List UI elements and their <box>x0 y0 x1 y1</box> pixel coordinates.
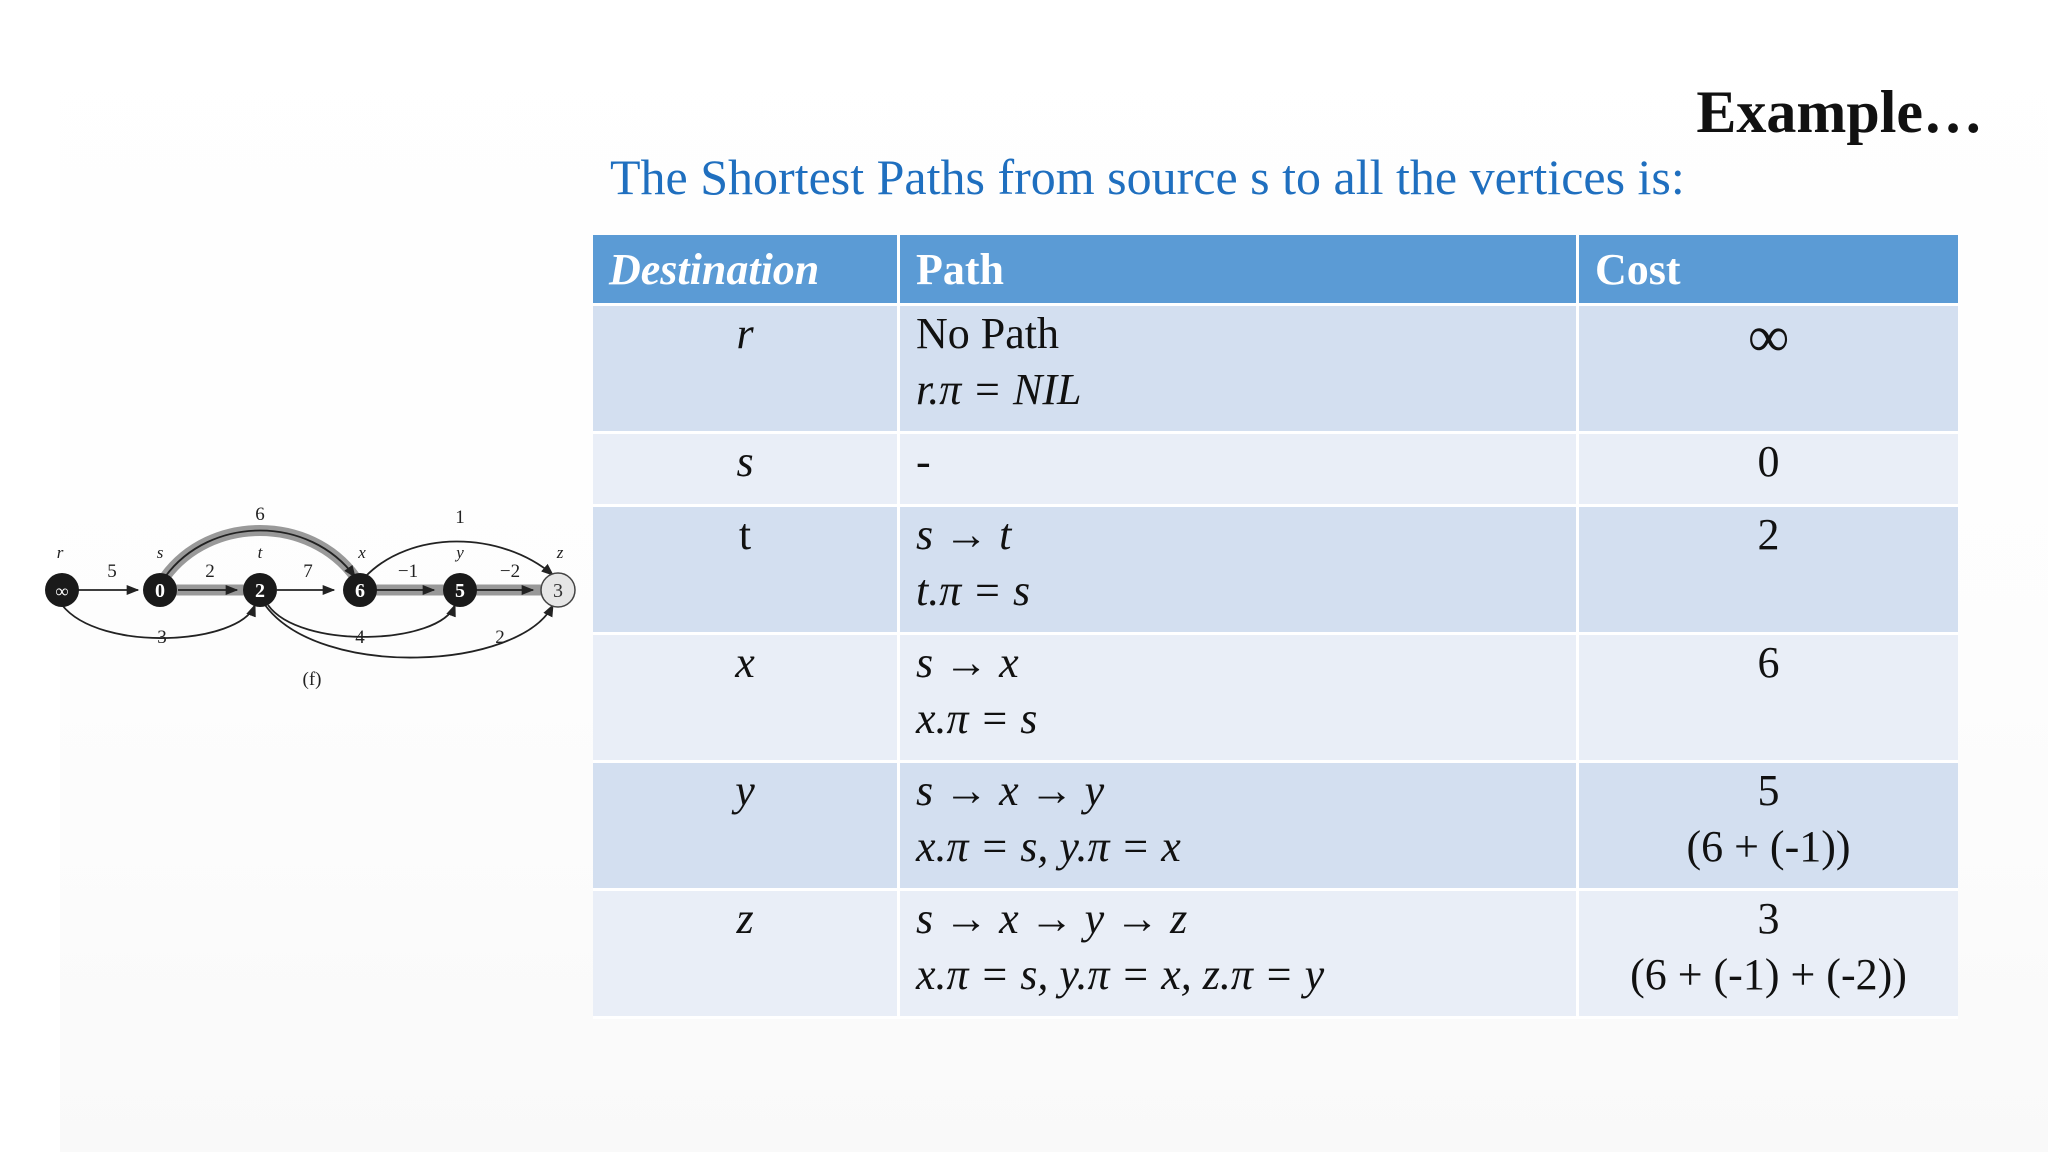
slide-title: Example… <box>1696 79 1983 145</box>
table-row <box>593 506 1958 634</box>
weight-t-z: 2 <box>495 627 505 648</box>
destination-cell <box>593 634 899 762</box>
weight-r-t: 3 <box>157 627 167 648</box>
slide-subtitle: The Shortest Paths from source s to all the vertices is: <box>610 149 1685 205</box>
predecessor-line: x.π = s <box>916 694 1038 743</box>
cost-detail: (6 + (-1) + (-2)) <box>1630 950 1907 999</box>
path-cell <box>899 305 1578 433</box>
destination-value: s <box>736 437 754 486</box>
path-cell <box>899 506 1578 634</box>
cost-cell <box>1578 506 1959 634</box>
cost-value: ∞ <box>1747 304 1790 369</box>
path-cell <box>899 762 1578 890</box>
table-row <box>593 634 1958 762</box>
node-z-value: 3 <box>553 580 563 602</box>
destination-cell <box>593 305 899 433</box>
weight-r-s: 5 <box>107 561 117 582</box>
path-cell <box>899 634 1578 762</box>
path-line: s → t <box>916 510 1012 559</box>
predecessor-line: x.π = s, y.π = x, z.π = y <box>916 950 1325 999</box>
weight-x-y: −1 <box>397 561 419 582</box>
node-t-name: t <box>257 543 263 562</box>
node-s-name: s <box>156 543 164 562</box>
weight-s-t: 2 <box>205 561 215 582</box>
shortest-path-graph <box>40 495 600 705</box>
table-row <box>593 762 1958 890</box>
cost-cell <box>1578 305 1959 433</box>
destination-cell <box>593 890 899 1018</box>
path-line: s → x <box>916 638 1019 687</box>
path-line: - <box>916 437 931 486</box>
graph-caption: (f) <box>302 669 322 690</box>
cost-value: 0 <box>1757 437 1780 486</box>
cost-cell <box>1578 890 1959 1018</box>
destination-cell <box>593 762 899 890</box>
node-y-name: y <box>456 543 464 562</box>
shortest-paths-table <box>593 235 1958 1019</box>
node-x-value: 6 <box>355 580 365 602</box>
destination-cell <box>593 506 899 634</box>
destination-value: z <box>736 894 754 943</box>
path-line: No Path <box>916 309 1059 358</box>
table-row <box>593 433 1958 506</box>
cost-value: 5 <box>1757 766 1780 815</box>
table-row <box>593 890 1958 1018</box>
node-s-value: 0 <box>155 580 165 602</box>
node-x-name: x <box>358 543 366 562</box>
destination-value: r <box>736 309 754 358</box>
destination-cell <box>593 433 899 506</box>
cost-cell <box>1578 634 1959 762</box>
path-cell <box>899 890 1578 1018</box>
cost-cell <box>1578 762 1959 890</box>
predecessor-line: x.π = s, y.π = x <box>916 822 1181 871</box>
weight-x-z: 1 <box>455 507 465 528</box>
node-r-value: ∞ <box>55 581 69 601</box>
path-line: s → x → y → z <box>916 894 1188 943</box>
table-row <box>593 305 1958 433</box>
node-r-name: r <box>56 543 64 562</box>
destination-value: x <box>735 638 755 687</box>
cost-cell <box>1578 433 1959 506</box>
path-line: s → x → y <box>916 766 1105 815</box>
weight-t-x: 7 <box>303 561 313 582</box>
weight-s-x: 6 <box>255 504 265 525</box>
destination-value: t <box>738 510 752 559</box>
destination-value: y <box>735 766 755 815</box>
weight-t-y: 4 <box>355 627 365 648</box>
edge-t-z <box>265 605 553 658</box>
node-z-name: z <box>556 543 564 562</box>
cost-value: 2 <box>1757 510 1780 559</box>
predecessor-line: t.π = s <box>916 566 1031 615</box>
cost-value: 6 <box>1757 638 1780 687</box>
header-cost: Cost <box>1578 235 1959 305</box>
header-path: Path <box>899 235 1578 305</box>
table-header-row <box>593 235 1958 305</box>
predecessor-line: r.π = NIL <box>916 365 1082 414</box>
cost-value: 3 <box>1757 894 1780 943</box>
header-destination: Destination <box>593 235 899 305</box>
path-cell <box>899 433 1578 506</box>
cost-detail: (6 + (-1)) <box>1686 822 1851 871</box>
node-t-value: 2 <box>255 580 265 602</box>
node-y-value: 5 <box>455 580 465 602</box>
weight-y-z: −2 <box>499 561 521 582</box>
